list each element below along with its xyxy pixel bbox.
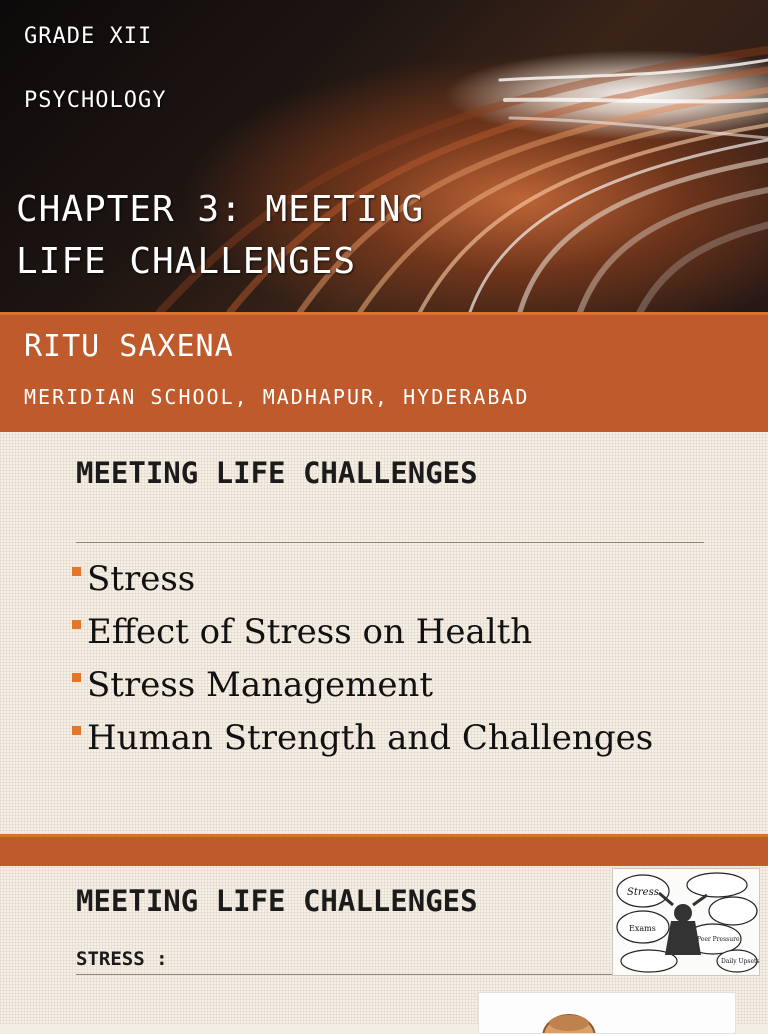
stress-word: Stress: [627, 887, 659, 898]
peer-pressure-word: Peer Pressure: [697, 936, 740, 943]
author-name: RITU SAXENA: [24, 329, 234, 364]
slide-stress: [0, 866, 768, 1024]
bullet-square-icon: [72, 567, 81, 576]
person-photo-illustration: [479, 993, 735, 1033]
topic-list: [72, 552, 653, 764]
list-item-text: Stress Management: [87, 664, 434, 705]
person-photo: [478, 992, 736, 1034]
list-item: [72, 711, 653, 764]
list-item-text: Stress: [87, 558, 196, 599]
list-item-text: Effect of Stress on Health: [87, 611, 533, 652]
list-item: [72, 658, 653, 711]
subject-label: PSYCHOLOGY: [24, 88, 167, 113]
author-band: [0, 312, 768, 435]
school-name: MERIDIAN SCHOOL, MADHAPUR, HYDERABAD: [24, 385, 530, 409]
grade-label: GRADE XII: [24, 24, 153, 49]
chapter-title-line1: CHAPTER 3: MEETING: [16, 189, 425, 230]
slide-divider: [0, 834, 768, 866]
list-item: [72, 552, 653, 605]
heading-rule: [76, 542, 704, 543]
title-slide-hero: [0, 0, 768, 312]
stress-sketch-illustration: [613, 869, 759, 975]
list-item: [72, 605, 653, 658]
chapter-title: [16, 184, 424, 288]
bullet-square-icon: [72, 673, 81, 682]
heading-rule: [76, 974, 616, 975]
stress-sketch-image: [612, 868, 760, 976]
bullet-square-icon: [72, 620, 81, 629]
stress-subheading: STRESS :: [76, 948, 168, 970]
slide-heading: MEETING LIFE CHALLENGES: [76, 884, 478, 918]
slide-heading: MEETING LIFE CHALLENGES: [76, 456, 478, 490]
bullet-square-icon: [72, 726, 81, 735]
chapter-title-line2: LIFE CHALLENGES: [16, 241, 357, 282]
list-item-text: Human Strength and Challenges: [87, 717, 654, 758]
exams-word: Exams: [629, 924, 656, 933]
slide-topics: [0, 432, 768, 834]
daily-upsets-word: Daily Upsets: [721, 958, 759, 965]
